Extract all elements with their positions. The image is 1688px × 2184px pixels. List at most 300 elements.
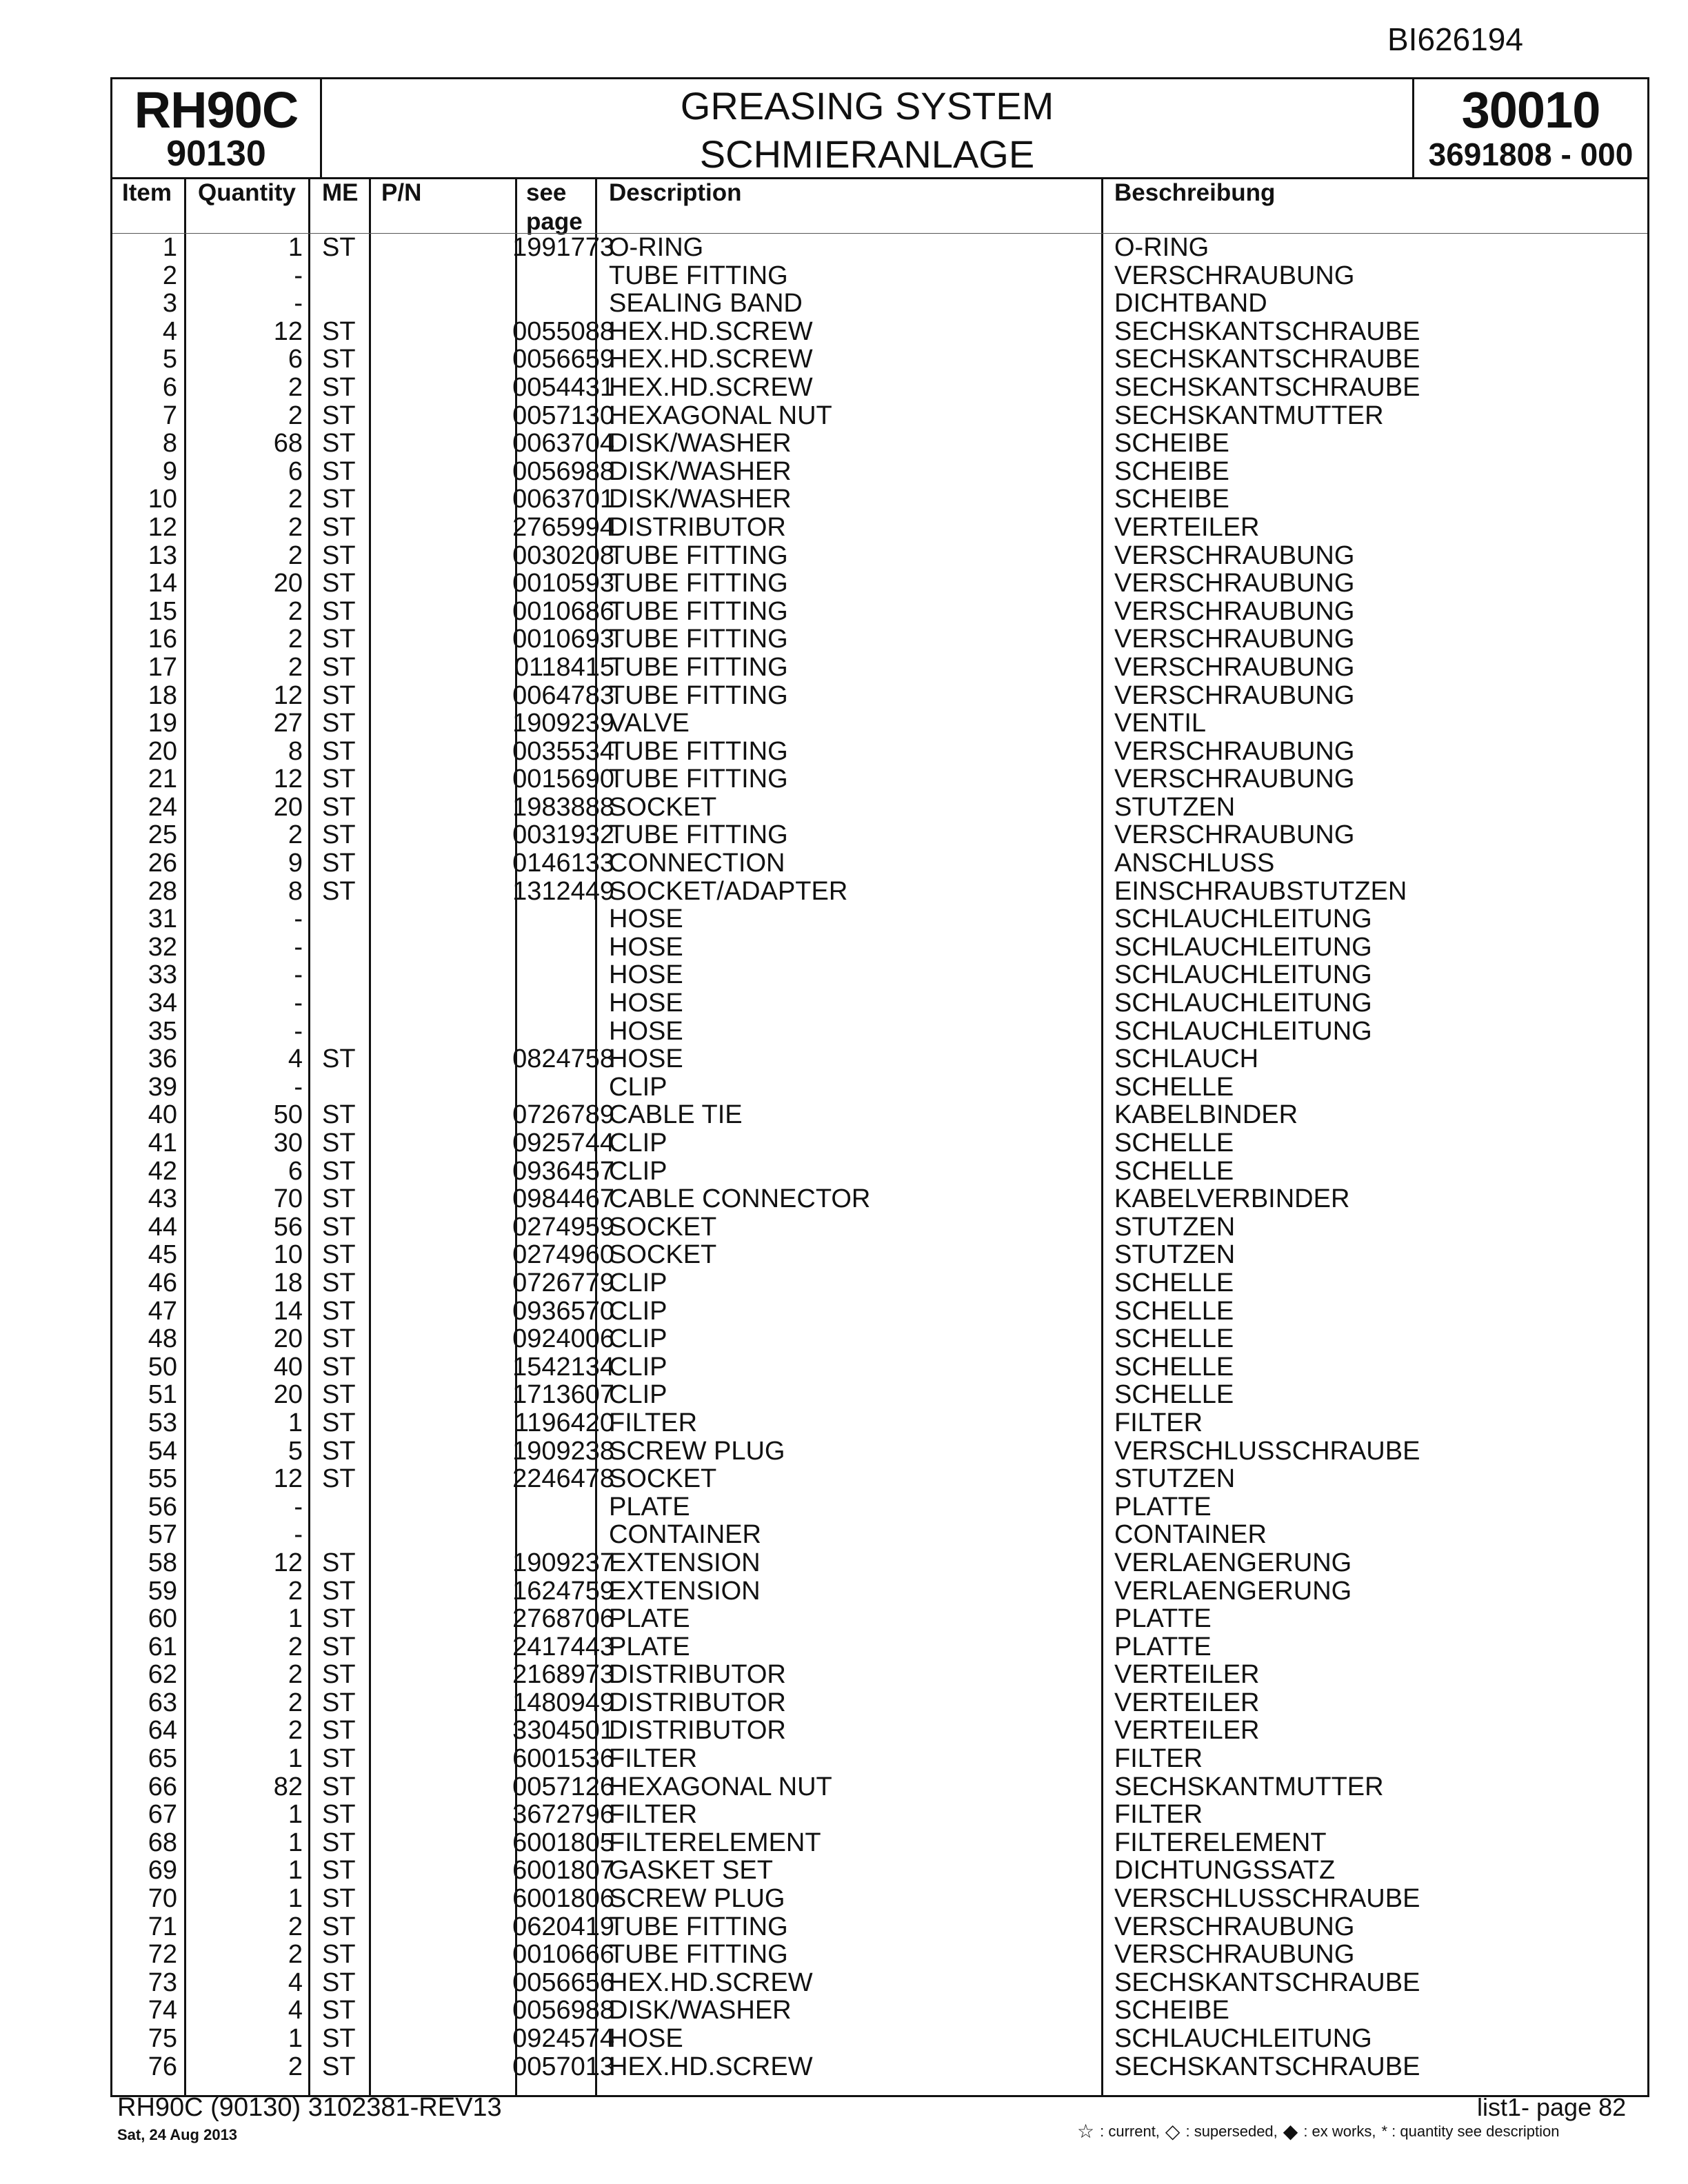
quantity-cell: 1 bbox=[288, 1604, 303, 1634]
quantity-cell: 4 bbox=[288, 1968, 303, 1997]
column-header-me: ME bbox=[322, 179, 359, 206]
unit-cell: ST bbox=[322, 569, 356, 598]
beschreibung-cell: SCHELLE bbox=[1114, 1156, 1234, 1186]
description-cell: TUBE FITTING bbox=[609, 540, 788, 570]
table-row bbox=[112, 318, 1647, 346]
quantity-cell: 14 bbox=[273, 1296, 303, 1326]
beschreibung-cell: SCHELLE bbox=[1114, 1268, 1234, 1297]
table-row bbox=[112, 1465, 1647, 1493]
table-row bbox=[112, 402, 1647, 430]
unit-cell: ST bbox=[322, 736, 356, 766]
part-number-cell: 0057126 bbox=[512, 1772, 614, 1801]
quantity-cell: 20 bbox=[273, 1324, 303, 1354]
table-row bbox=[112, 1381, 1647, 1409]
part-number-cell: 6001807 bbox=[512, 1856, 614, 1885]
beschreibung-cell: SECHSKANTSCHRAUBE bbox=[1114, 2052, 1420, 2081]
quantity-cell: - bbox=[294, 932, 303, 962]
description-cell: SEALING BAND bbox=[609, 289, 803, 318]
item-cell: 54 bbox=[148, 1436, 177, 1466]
item-cell: 56 bbox=[148, 1492, 177, 1521]
beschreibung-cell: VERSCHRAUBUNG bbox=[1114, 596, 1355, 626]
table-row bbox=[112, 598, 1647, 626]
description-cell: GASKET SET bbox=[609, 1856, 773, 1885]
item-cell: 6 bbox=[162, 372, 177, 402]
quantity-cell: 68 bbox=[273, 429, 303, 458]
part-number-cell: 1624759 bbox=[512, 1576, 614, 1606]
unit-cell: ST bbox=[322, 1912, 356, 1941]
description-cell: SOCKET bbox=[609, 1212, 717, 1242]
unit-cell: ST bbox=[322, 1268, 356, 1297]
description-cell: CLIP bbox=[609, 1156, 667, 1186]
group-part-number: 3691808 - 000 bbox=[1428, 136, 1634, 172]
part-number-cell: 1480949 bbox=[512, 1688, 614, 1717]
unit-cell: ST bbox=[322, 652, 356, 682]
part-number-cell: 6001806 bbox=[512, 1884, 614, 1914]
unit-cell: ST bbox=[322, 372, 356, 402]
item-cell: 16 bbox=[148, 625, 177, 654]
table-row bbox=[112, 262, 1647, 290]
table-row bbox=[112, 514, 1647, 542]
quantity-cell: 1 bbox=[288, 233, 303, 262]
quantity-cell: - bbox=[294, 1072, 303, 1102]
table-row bbox=[112, 625, 1647, 654]
part-number-cell: 0055088 bbox=[512, 316, 614, 346]
description-cell: HOSE bbox=[609, 989, 683, 1018]
table-row bbox=[112, 1913, 1647, 1941]
quantity-cell: 4 bbox=[288, 1044, 303, 1074]
document-id: BI626194 bbox=[1387, 21, 1523, 57]
item-cell: 72 bbox=[148, 1940, 177, 1970]
item-cell: 48 bbox=[148, 1324, 177, 1354]
item-cell: 5 bbox=[162, 345, 177, 374]
table-row bbox=[112, 1689, 1647, 1717]
part-number-cell: 0274959 bbox=[512, 1212, 614, 1242]
beschreibung-cell: STUTZEN bbox=[1114, 1464, 1236, 1494]
beschreibung-cell: STUTZEN bbox=[1114, 1212, 1236, 1242]
unit-cell: ST bbox=[322, 1044, 356, 1074]
unit-cell: ST bbox=[322, 316, 356, 346]
beschreibung-cell: FILTER bbox=[1114, 1744, 1203, 1774]
quantity-cell: 18 bbox=[273, 1268, 303, 1297]
description-cell: HEX.HD.SCREW bbox=[609, 345, 813, 374]
description-cell: HOSE bbox=[609, 904, 683, 934]
description-cell: SOCKET/ADAPTER bbox=[609, 876, 848, 906]
item-cell: 39 bbox=[148, 1072, 177, 1102]
quantity-cell: 40 bbox=[273, 1352, 303, 1382]
part-number-cell: 1909238 bbox=[512, 1436, 614, 1466]
part-number-cell: 0057013 bbox=[512, 2052, 614, 2081]
description-cell: CLIP bbox=[609, 1129, 667, 1157]
table-row bbox=[112, 1045, 1647, 1073]
beschreibung-cell: STUTZEN bbox=[1114, 1240, 1236, 1270]
description-cell: SOCKET bbox=[609, 1240, 717, 1270]
description-cell: O-RING bbox=[609, 233, 704, 262]
column-header-pn: P/N bbox=[381, 179, 422, 206]
column-header-item: Item bbox=[122, 179, 172, 206]
quantity-cell: 82 bbox=[273, 1772, 303, 1801]
unit-cell: ST bbox=[322, 1100, 356, 1130]
description-cell: EXTENSION bbox=[609, 1576, 761, 1606]
quantity-cell: 12 bbox=[273, 316, 303, 346]
quantity-cell: 1 bbox=[288, 2024, 303, 2053]
beschreibung-cell: VERSCHRAUBUNG bbox=[1114, 1940, 1355, 1970]
description-cell: PLATE bbox=[609, 1632, 690, 1661]
beschreibung-cell: VERTEILER bbox=[1114, 1716, 1260, 1746]
item-cell: 34 bbox=[148, 989, 177, 1018]
beschreibung-cell: SCHLAUCHLEITUNG bbox=[1114, 904, 1372, 934]
quantity-cell: 2 bbox=[288, 485, 303, 514]
unit-cell: ST bbox=[322, 1856, 356, 1885]
item-cell: 45 bbox=[148, 1240, 177, 1270]
unit-cell: ST bbox=[322, 1772, 356, 1801]
description-cell: TUBE FITTING bbox=[609, 652, 788, 682]
part-number-cell: 0925744 bbox=[512, 1129, 614, 1157]
description-cell: PLATE bbox=[609, 1604, 690, 1634]
quantity-cell: 30 bbox=[273, 1129, 303, 1157]
part-number-cell: 2246478 bbox=[512, 1464, 614, 1494]
quantity-cell: 1 bbox=[288, 1800, 303, 1830]
unit-cell: ST bbox=[322, 1688, 356, 1717]
description-cell: HOSE bbox=[609, 1016, 683, 1046]
table-row bbox=[112, 2053, 1647, 2081]
description-cell: TUBE FITTING bbox=[609, 680, 788, 710]
part-number-cell: 0726789 bbox=[512, 1100, 614, 1130]
beschreibung-cell: SCHELLE bbox=[1114, 1380, 1234, 1410]
table-row bbox=[112, 1549, 1647, 1577]
table-row bbox=[112, 1661, 1647, 1689]
quantity-cell: 2 bbox=[288, 512, 303, 542]
item-cell: 63 bbox=[148, 1688, 177, 1717]
part-number-cell: 0936457 bbox=[512, 1156, 614, 1186]
description-cell: TUBE FITTING bbox=[609, 261, 788, 290]
item-cell: 36 bbox=[148, 1044, 177, 1074]
description-cell: CABLE CONNECTOR bbox=[609, 1184, 871, 1214]
quantity-cell: 1 bbox=[288, 1884, 303, 1914]
part-number-cell: 0056656 bbox=[512, 1968, 614, 1997]
unit-cell: ST bbox=[322, 820, 356, 850]
legend-ex-works: : ex works, bbox=[1303, 2123, 1376, 2140]
part-number-cell: 0063701 bbox=[512, 485, 614, 514]
description-cell: CONNECTION bbox=[609, 849, 785, 878]
table-row bbox=[112, 1213, 1647, 1242]
beschreibung-cell: VERSCHRAUBUNG bbox=[1114, 1912, 1355, 1941]
description-cell: FILTERELEMENT bbox=[609, 1828, 821, 1857]
quantity-cell: 2 bbox=[288, 372, 303, 402]
quantity-cell: 50 bbox=[273, 1100, 303, 1130]
footer-date: Sat, 24 Aug 2013 bbox=[117, 2126, 238, 2143]
item-cell: 69 bbox=[148, 1856, 177, 1885]
description-cell: CLIP bbox=[609, 1268, 667, 1297]
unit-cell: ST bbox=[322, 849, 356, 878]
unit-cell: ST bbox=[322, 765, 356, 794]
see-label: see bbox=[526, 179, 567, 206]
item-cell: 13 bbox=[148, 540, 177, 570]
table-row bbox=[112, 1605, 1647, 1633]
quantity-cell: 20 bbox=[273, 569, 303, 598]
item-cell: 21 bbox=[148, 765, 177, 794]
description-cell: DISTRIBUTOR bbox=[609, 512, 786, 542]
item-cell: 1 bbox=[162, 233, 177, 262]
table-row bbox=[112, 1493, 1647, 1521]
part-number-cell: 1983888 bbox=[512, 792, 614, 822]
unit-cell: ST bbox=[322, 1576, 356, 1606]
part-number-cell: 6001805 bbox=[512, 1828, 614, 1857]
quantity-cell: 12 bbox=[273, 1548, 303, 1577]
beschreibung-cell: VERLAENGERUNG bbox=[1114, 1548, 1352, 1577]
quantity-cell: 1 bbox=[288, 1856, 303, 1885]
item-cell: 60 bbox=[148, 1604, 177, 1634]
beschreibung-cell: SCHEIBE bbox=[1114, 429, 1229, 458]
unit-cell: ST bbox=[322, 1884, 356, 1914]
description-cell: TUBE FITTING bbox=[609, 765, 788, 794]
beschreibung-cell: VERSCHRAUBUNG bbox=[1114, 261, 1355, 290]
table-row bbox=[112, 290, 1647, 318]
table-row bbox=[112, 1269, 1647, 1297]
item-cell: 75 bbox=[148, 2024, 177, 2053]
table-row bbox=[112, 905, 1647, 933]
item-cell: 70 bbox=[148, 1884, 177, 1914]
page-label: page bbox=[526, 208, 583, 235]
beschreibung-cell: SCHELLE bbox=[1114, 1072, 1234, 1102]
item-cell: 44 bbox=[148, 1212, 177, 1242]
item-cell: 9 bbox=[162, 456, 177, 486]
table-row bbox=[112, 1157, 1647, 1186]
item-cell: 7 bbox=[162, 401, 177, 430]
description-cell: HOSE bbox=[609, 1044, 683, 1074]
item-cell: 62 bbox=[148, 1660, 177, 1690]
table-row bbox=[112, 2025, 1647, 2053]
table-row bbox=[112, 1577, 1647, 1606]
beschreibung-cell: SCHLAUCHLEITUNG bbox=[1114, 960, 1372, 990]
quantity-cell: 12 bbox=[273, 1464, 303, 1494]
quantity-cell: 2 bbox=[288, 1940, 303, 1970]
item-cell: 8 bbox=[162, 429, 177, 458]
quantity-cell: 12 bbox=[273, 680, 303, 710]
beschreibung-cell: SCHLAUCHLEITUNG bbox=[1114, 1016, 1372, 1046]
legend-superseded: : superseded, bbox=[1185, 2123, 1278, 2140]
unit-cell: ST bbox=[322, 1828, 356, 1857]
beschreibung-cell: SECHSKANTMUTTER bbox=[1114, 1772, 1384, 1801]
part-number-cell: 1713607 bbox=[512, 1380, 614, 1410]
table-row bbox=[112, 1353, 1647, 1382]
part-number-cell: 0924574 bbox=[512, 2024, 614, 2053]
unit-cell: ST bbox=[322, 596, 356, 626]
description-cell: TUBE FITTING bbox=[609, 1912, 788, 1941]
part-number-cell: 1991773 bbox=[512, 233, 614, 262]
part-number-cell: 2417443 bbox=[512, 1632, 614, 1661]
column-header-beschreibung: Beschreibung bbox=[1114, 179, 1276, 206]
diamond-outline-icon: ◇ bbox=[1165, 2121, 1180, 2142]
description-cell: CLIP bbox=[609, 1380, 667, 1410]
part-number-cell: 0031932 bbox=[512, 820, 614, 850]
part-number-cell: 0064783 bbox=[512, 680, 614, 710]
quantity-cell: 2 bbox=[288, 2052, 303, 2081]
item-cell: 58 bbox=[148, 1548, 177, 1577]
table-row bbox=[112, 793, 1647, 822]
unit-cell: ST bbox=[322, 876, 356, 906]
quantity-cell: 6 bbox=[288, 1156, 303, 1186]
description-cell: CABLE TIE bbox=[609, 1100, 743, 1130]
part-number-cell: 0936570 bbox=[512, 1296, 614, 1326]
unit-cell: ST bbox=[322, 401, 356, 430]
quantity-cell: 2 bbox=[288, 1688, 303, 1717]
beschreibung-cell: FILTERELEMENT bbox=[1114, 1828, 1327, 1857]
quantity-cell: 2 bbox=[288, 1912, 303, 1941]
unit-cell: ST bbox=[322, 1240, 356, 1270]
beschreibung-cell: SCHELLE bbox=[1114, 1296, 1234, 1326]
beschreibung-cell: VERSCHRAUBUNG bbox=[1114, 765, 1355, 794]
item-cell: 57 bbox=[148, 1520, 177, 1550]
quantity-cell: 2 bbox=[288, 1716, 303, 1746]
item-cell: 26 bbox=[148, 849, 177, 878]
quantity-cell: 20 bbox=[273, 792, 303, 822]
part-number-cell: 6001536 bbox=[512, 1744, 614, 1774]
quantity-cell: - bbox=[294, 1016, 303, 1046]
beschreibung-cell: SCHELLE bbox=[1114, 1129, 1234, 1157]
beschreibung-cell: SCHEIBE bbox=[1114, 1996, 1229, 2025]
unit-cell: ST bbox=[322, 429, 356, 458]
item-cell: 76 bbox=[148, 2052, 177, 2081]
item-cell: 4 bbox=[162, 316, 177, 346]
part-number-cell: 0063704 bbox=[512, 429, 614, 458]
beschreibung-cell: VERSCHLUSSCHRAUBE bbox=[1114, 1884, 1420, 1914]
beschreibung-cell: SCHEIBE bbox=[1114, 456, 1229, 486]
table-row bbox=[112, 1996, 1647, 2025]
description-cell: CLIP bbox=[609, 1072, 667, 1102]
item-cell: 32 bbox=[148, 932, 177, 962]
part-number-cell: 0056988 bbox=[512, 1996, 614, 2025]
description-cell: DISTRIBUTOR bbox=[609, 1716, 786, 1746]
table-row bbox=[112, 1829, 1647, 1857]
model-name: RH90C bbox=[134, 81, 299, 139]
item-cell: 51 bbox=[148, 1380, 177, 1410]
table-row bbox=[112, 542, 1647, 570]
legend-current: : current, bbox=[1100, 2123, 1160, 2140]
item-cell: 17 bbox=[148, 652, 177, 682]
group-box bbox=[1414, 79, 1647, 177]
description-cell: TUBE FITTING bbox=[609, 820, 788, 850]
beschreibung-cell: FILTER bbox=[1114, 1800, 1203, 1830]
beschreibung-cell: PLATTE bbox=[1114, 1492, 1212, 1521]
part-number-cell: 0924006 bbox=[512, 1324, 614, 1354]
footer-page-number: list1- page 82 bbox=[1477, 2093, 1627, 2121]
unit-cell: ST bbox=[322, 1184, 356, 1214]
item-cell: 25 bbox=[148, 820, 177, 850]
item-cell: 40 bbox=[148, 1100, 177, 1130]
description-cell: DISK/WASHER bbox=[609, 456, 792, 486]
unit-cell: ST bbox=[322, 1968, 356, 1997]
quantity-cell: 4 bbox=[288, 1996, 303, 2025]
description-cell: VALVE bbox=[609, 709, 690, 738]
item-cell: 12 bbox=[148, 512, 177, 542]
table-row bbox=[112, 709, 1647, 738]
quantity-cell: 8 bbox=[288, 736, 303, 766]
item-cell: 33 bbox=[148, 960, 177, 990]
description-cell: SOCKET bbox=[609, 792, 717, 822]
beschreibung-cell: VENTIL bbox=[1114, 709, 1207, 738]
part-number-cell: 0274960 bbox=[512, 1240, 614, 1270]
unit-cell: ST bbox=[322, 1212, 356, 1242]
column-header-quantity: Quantity bbox=[198, 179, 296, 206]
description-cell: HEXAGONAL NUT bbox=[609, 401, 832, 430]
quantity-cell: - bbox=[294, 261, 303, 290]
unit-cell: ST bbox=[322, 1380, 356, 1410]
item-cell: 73 bbox=[148, 1968, 177, 1997]
table-row bbox=[112, 1773, 1647, 1801]
beschreibung-cell: SCHELLE bbox=[1114, 1324, 1234, 1354]
beschreibung-cell: VERSCHRAUBUNG bbox=[1114, 680, 1355, 710]
part-number-cell: 0010593 bbox=[512, 569, 614, 598]
part-number-cell: 0054431 bbox=[512, 372, 614, 402]
quantity-cell: 2 bbox=[288, 625, 303, 654]
quantity-cell: 6 bbox=[288, 345, 303, 374]
item-cell: 53 bbox=[148, 1408, 177, 1437]
quantity-cell: 20 bbox=[273, 1380, 303, 1410]
quantity-cell: - bbox=[294, 960, 303, 990]
beschreibung-cell: VERSCHRAUBUNG bbox=[1114, 736, 1355, 766]
beschreibung-cell: VERTEILER bbox=[1114, 1688, 1260, 1717]
item-cell: 74 bbox=[148, 1996, 177, 2025]
description-cell: FILTER bbox=[609, 1744, 698, 1774]
table-row bbox=[112, 1745, 1647, 1773]
beschreibung-cell: VERSCHRAUBUNG bbox=[1114, 625, 1355, 654]
unit-cell: ST bbox=[322, 1800, 356, 1830]
table-row bbox=[112, 458, 1647, 486]
quantity-cell: 1 bbox=[288, 1828, 303, 1857]
legend-quantity: * : quantity see description bbox=[1381, 2123, 1560, 2140]
table-row bbox=[112, 654, 1647, 682]
description-cell: HEX.HD.SCREW bbox=[609, 316, 813, 346]
beschreibung-cell: PLATTE bbox=[1114, 1604, 1212, 1634]
unit-cell: ST bbox=[322, 1604, 356, 1634]
beschreibung-cell: VERSCHRAUBUNG bbox=[1114, 652, 1355, 682]
description-cell: CLIP bbox=[609, 1296, 667, 1326]
table-row bbox=[112, 738, 1647, 766]
beschreibung-cell: STUTZEN bbox=[1114, 792, 1236, 822]
table-row bbox=[112, 1325, 1647, 1353]
table-row bbox=[112, 961, 1647, 989]
part-number-cell: 2765994 bbox=[512, 512, 614, 542]
beschreibung-cell: SCHEIBE bbox=[1114, 485, 1229, 514]
group-number: 30010 bbox=[1461, 81, 1600, 139]
description-cell: DISTRIBUTOR bbox=[609, 1688, 786, 1717]
unit-cell: ST bbox=[322, 345, 356, 374]
beschreibung-cell: SECHSKANTMUTTER bbox=[1114, 401, 1384, 430]
table-row bbox=[112, 485, 1647, 514]
part-number-cell: 0010686 bbox=[512, 596, 614, 626]
part-number-cell: 0118415 bbox=[514, 652, 614, 682]
item-cell: 61 bbox=[148, 1632, 177, 1661]
part-number-cell: 0620419 bbox=[512, 1912, 614, 1941]
quantity-cell: 2 bbox=[288, 1576, 303, 1606]
quantity-cell: - bbox=[294, 989, 303, 1018]
part-number-cell: 0010693 bbox=[512, 625, 614, 654]
description-cell: TUBE FITTING bbox=[609, 625, 788, 654]
item-cell: 55 bbox=[148, 1464, 177, 1494]
description-cell: HOSE bbox=[609, 932, 683, 962]
beschreibung-cell: DICHTUNGSSATZ bbox=[1114, 1856, 1336, 1885]
quantity-cell: 1 bbox=[288, 1744, 303, 1774]
unit-cell: ST bbox=[322, 625, 356, 654]
item-cell: 10 bbox=[148, 485, 177, 514]
quantity-cell: 1 bbox=[288, 1408, 303, 1437]
description-cell: SCREW PLUG bbox=[609, 1436, 785, 1466]
table-row bbox=[112, 821, 1647, 849]
beschreibung-cell: VERLAENGERUNG bbox=[1114, 1576, 1352, 1606]
table-row bbox=[112, 849, 1647, 878]
item-cell: 71 bbox=[148, 1912, 177, 1941]
quantity-cell: 6 bbox=[288, 456, 303, 486]
